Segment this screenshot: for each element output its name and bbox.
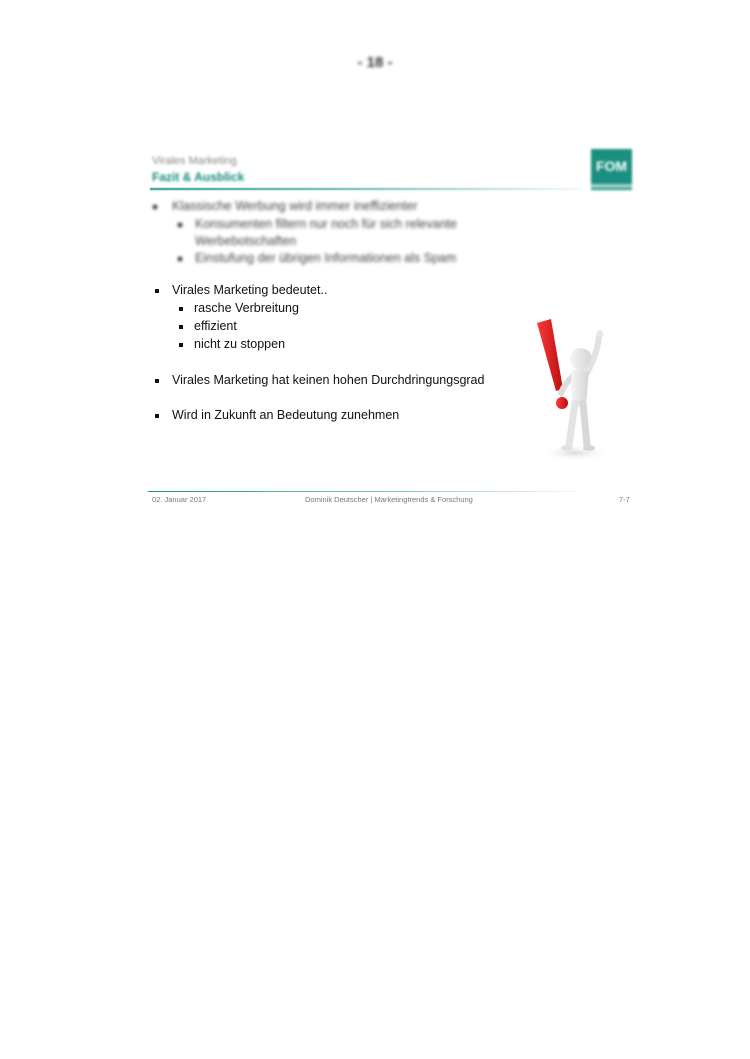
sub-bullet-effizient: effizient <box>194 319 237 333</box>
bullet-marker <box>179 343 183 347</box>
bullet-durchdringungsgrad: Virales Marketing hat keinen hohen Durchdringungsgrad <box>172 373 485 387</box>
blurred-bullet-4: Einstufung der übrigen Informationen als Spam <box>195 251 457 265</box>
slide-header-title: Fazit & Ausblick <box>152 170 245 184</box>
header-divider <box>150 188 580 190</box>
footer-slide-number: 7-7 <box>619 495 630 504</box>
person-with-exclamation-icon <box>525 315 615 465</box>
blurred-bullet-3: Werbebotschaften <box>195 234 297 248</box>
footer-author: Dominik Deutscher | Marketingtrends & Forschung <box>305 495 473 504</box>
page-number: - 18 - <box>357 54 393 71</box>
slide <box>145 145 635 510</box>
footer-date: 02. Januar 2017 <box>152 495 207 504</box>
bullet-marker <box>155 414 159 418</box>
fom-logo <box>591 149 632 190</box>
logo-text: FOM <box>595 158 628 174</box>
footer-divider <box>148 491 578 492</box>
bullet-marker <box>178 257 182 261</box>
bullet-marker <box>155 379 159 383</box>
bullet-marker <box>179 307 183 311</box>
bullet-marker <box>178 223 182 227</box>
sub-bullet-nicht-zu-stoppen: nicht zu stoppen <box>194 337 286 351</box>
bullet-marker <box>155 289 159 293</box>
bullet-zukunft: Wird in Zukunft an Bedeutung zunehmen <box>172 408 400 422</box>
bullet-marker <box>153 205 157 209</box>
sub-bullet-rasche-verbreitung: rasche Verbreitung <box>194 301 299 315</box>
slide-header-subtitle: Virales Marketing <box>152 155 237 167</box>
bullet-marker <box>179 325 183 329</box>
bullet-virales-marketing: Virales Marketing bedeutet.. <box>172 283 328 297</box>
blurred-bullet-2: Konsumenten filtern nur noch für sich relevante <box>195 217 457 231</box>
logo-underline <box>591 184 632 188</box>
blurred-bullet-1: Klassische Werbung wird immer ineffizienter <box>172 199 418 213</box>
